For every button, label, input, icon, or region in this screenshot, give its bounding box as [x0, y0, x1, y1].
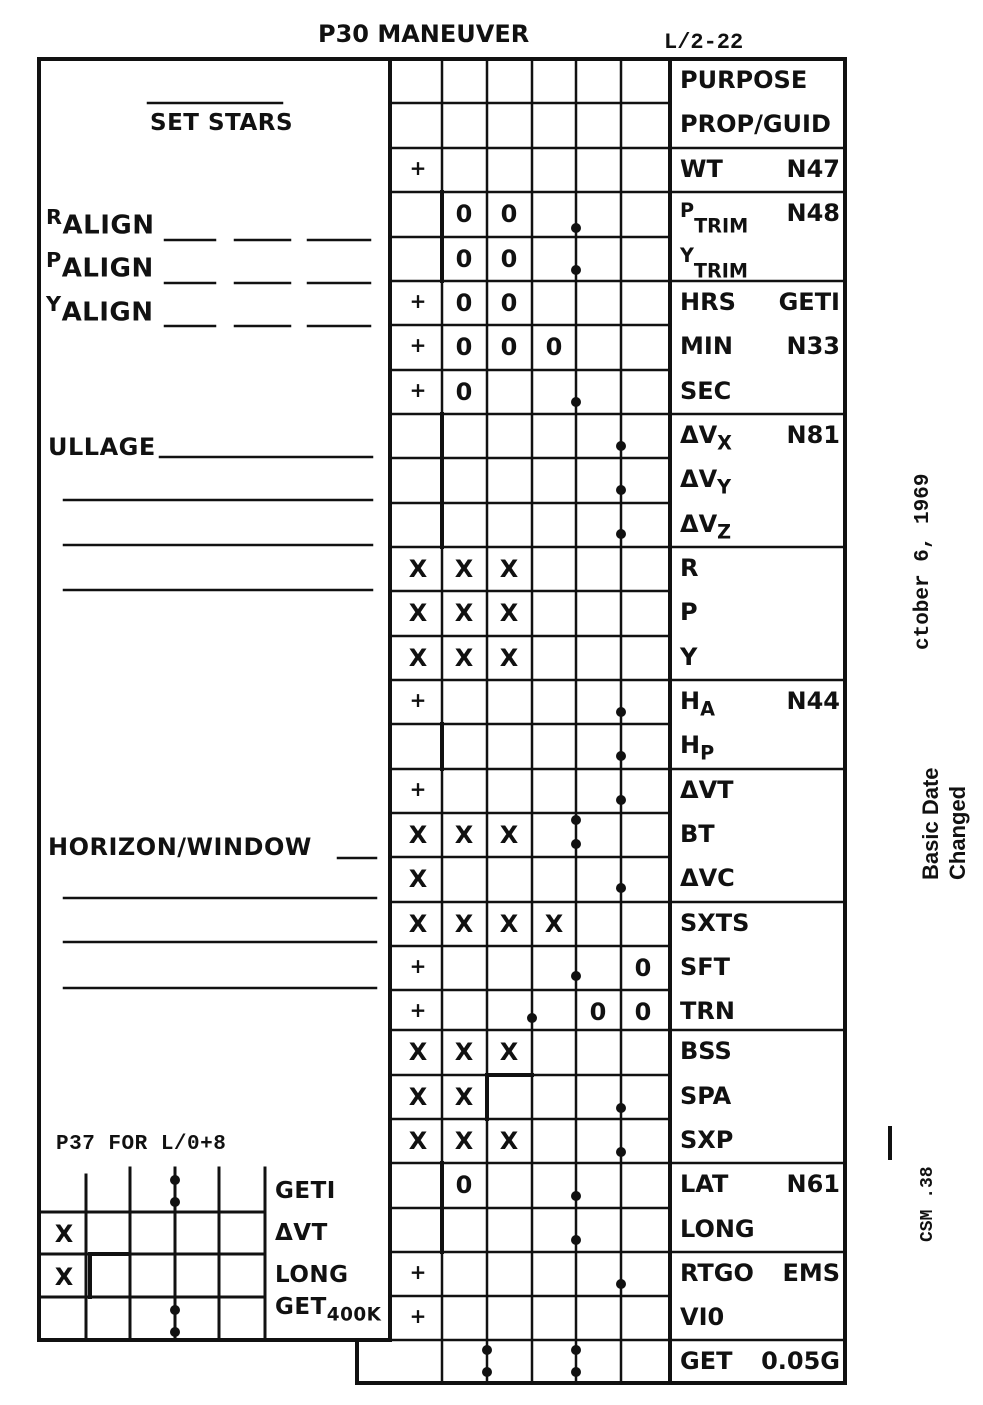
- table-cell: X: [408, 1127, 428, 1155]
- row-label: HRS GETI: [680, 288, 840, 316]
- row-label: RTGO EMS: [680, 1259, 840, 1287]
- row-label: ΔVC: [680, 864, 735, 892]
- table-cell: +: [409, 777, 427, 801]
- row-label: $\Delta V_X$ N81: [680, 421, 840, 455]
- table-cell: +: [409, 998, 427, 1022]
- table-cell: X: [499, 1127, 519, 1155]
- table-cell: 0: [455, 200, 473, 228]
- row-label: SEC: [680, 377, 732, 405]
- row-label: R: [680, 554, 699, 582]
- row-label: P: [680, 598, 698, 626]
- changed-label: Changed: [945, 785, 970, 880]
- table-cell: X: [454, 1038, 474, 1066]
- table-cell: 0: [500, 333, 518, 361]
- table-cell: X: [454, 555, 474, 583]
- row-code: N61: [786, 1170, 840, 1198]
- table-cell: X: [544, 910, 564, 938]
- table-cell: X: [454, 599, 474, 627]
- horizon-window-label: HORIZON/WINDOW: [48, 833, 312, 861]
- table-cell: X: [408, 1038, 428, 1066]
- row-label: ΔVT: [680, 776, 734, 804]
- table-cell: X: [408, 865, 428, 893]
- p37-row-label: GETI: [275, 1178, 336, 1204]
- row-label: $^P_{TRIM}$ N48: [680, 199, 840, 238]
- table-cell: 0: [500, 200, 518, 228]
- row-label: $\Delta V_Y$: [680, 465, 732, 499]
- form-id: CSM .38: [918, 1166, 938, 1242]
- row-code: N33: [786, 332, 840, 360]
- table-cell: X: [408, 644, 428, 672]
- row-label: $H_A$ N44: [680, 687, 840, 721]
- table-cell: +: [409, 1260, 427, 1284]
- table-cell: X: [499, 821, 519, 849]
- basic-date-label: Basic Date: [918, 767, 943, 880]
- p37-title: P37 FOR L/0+8: [56, 1133, 227, 1156]
- table-cell: 0: [455, 333, 473, 361]
- table-cell: 0: [455, 1171, 473, 1199]
- row-label: Y: [680, 643, 698, 671]
- row-label: PURPOSE: [680, 66, 808, 94]
- row-label: SXTS: [680, 909, 750, 937]
- table-cell: +: [409, 333, 427, 357]
- row-label: GET 0.05G: [680, 1347, 840, 1375]
- table-cell: 0: [634, 954, 652, 982]
- table-cell: +: [409, 954, 427, 978]
- table-cell: 0: [455, 378, 473, 406]
- table-cell: X: [454, 644, 474, 672]
- set-stars-label: SET STARS: [150, 110, 294, 136]
- row-code: GETI: [778, 288, 840, 316]
- table-cell: X: [499, 1038, 519, 1066]
- row-code: N47: [786, 155, 840, 183]
- table-cell: +: [409, 378, 427, 402]
- table-cell: X: [454, 821, 474, 849]
- p37-row-label: $GET_{400K}$: [275, 1294, 382, 1326]
- align-label-r: $^R$ALIGN: [46, 205, 155, 241]
- table-cell: X: [499, 910, 519, 938]
- page-title: P30 MANEUVER: [318, 20, 530, 48]
- row-label: $H_P$: [680, 731, 715, 765]
- row-code: N48: [786, 199, 840, 227]
- row-label: BT: [680, 820, 715, 848]
- row-label: SFT: [680, 953, 731, 981]
- table-cell: X: [408, 599, 428, 627]
- table-cell: +: [409, 1304, 427, 1328]
- table-cell: X: [408, 1083, 428, 1111]
- row-label: LAT N61: [680, 1170, 840, 1198]
- table-cell: +: [409, 688, 427, 712]
- table-cell: 0: [634, 998, 652, 1026]
- table-cell: X: [408, 910, 428, 938]
- table-cell: X: [499, 599, 519, 627]
- row-label: MIN N33: [680, 332, 840, 360]
- row-code: EMS: [782, 1259, 840, 1287]
- row-label: $^Y_{TRIM}$: [680, 244, 749, 283]
- row-label: VI0: [680, 1303, 725, 1331]
- p37-mark: X: [54, 1220, 74, 1248]
- table-cell: X: [499, 555, 519, 583]
- table-cell: 0: [455, 245, 473, 273]
- table-cell: X: [408, 555, 428, 583]
- table-cell: X: [454, 1083, 474, 1111]
- align-label-p: $^P$ALIGN: [46, 248, 154, 284]
- table-cell: 0: [500, 289, 518, 317]
- table-cell: X: [454, 1127, 474, 1155]
- row-code: N81: [786, 421, 840, 449]
- row-label: BSS: [680, 1037, 732, 1065]
- table-cell: X: [499, 644, 519, 672]
- table-cell: 0: [455, 289, 473, 317]
- table-cell: +: [409, 289, 427, 313]
- page-ref: L/2-22: [664, 30, 744, 55]
- row-label: PROP/GUID: [680, 110, 831, 138]
- row-code: N44: [786, 687, 840, 715]
- row-label: WT N47: [680, 155, 840, 183]
- row-label: SPA: [680, 1082, 732, 1110]
- table-cell: 0: [589, 998, 607, 1026]
- table-cell: +: [409, 156, 427, 180]
- table-cell: 0: [500, 245, 518, 273]
- ullage-label: ULLAGE: [48, 433, 156, 461]
- row-label: SXP: [680, 1126, 734, 1154]
- row-label: LONG: [680, 1215, 755, 1243]
- p37-row-label: LONG: [275, 1262, 349, 1288]
- table-cell: 0: [545, 333, 563, 361]
- p37-mark: X: [54, 1263, 74, 1291]
- table-cell: X: [408, 821, 428, 849]
- row-label: $\Delta V_Z$: [680, 510, 732, 544]
- table-cell: X: [454, 910, 474, 938]
- basic-date-value: ctober 6, 1969: [912, 473, 935, 650]
- p37-row-label: ΔVT: [275, 1220, 328, 1246]
- row-label: TRN: [680, 997, 735, 1025]
- row-code: 0.05G: [761, 1347, 840, 1375]
- align-label-y: $^Y$ALIGN: [46, 292, 154, 328]
